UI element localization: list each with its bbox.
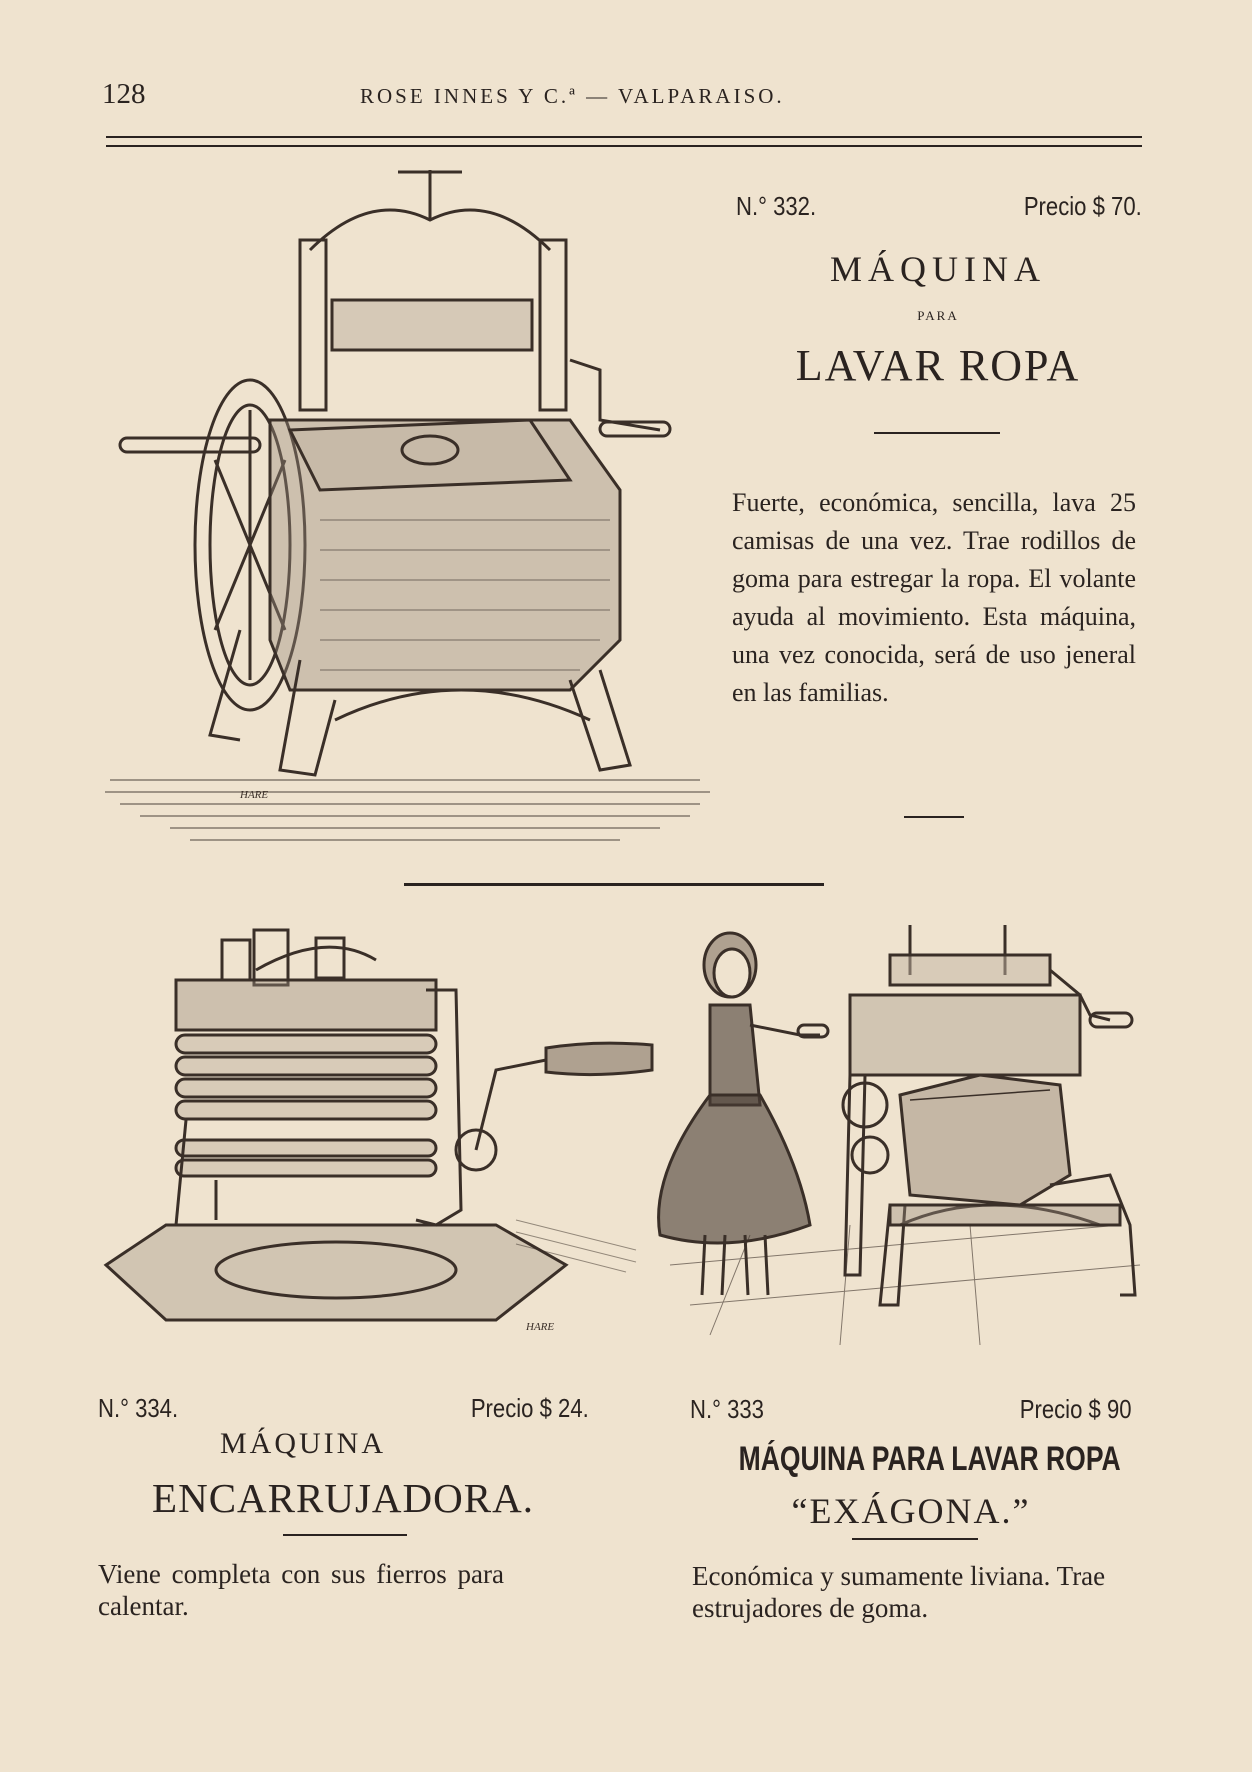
product-333-title-line1: MÁQUINA PARA LAVAR ROPA: [738, 1440, 1121, 1478]
product-332-price: Precio $ 70.: [1024, 191, 1142, 221]
product-332-title-line1: MÁQUINA: [830, 249, 1046, 289]
product-332-end-rule: [904, 816, 964, 818]
product-332-title-line2: LAVAR ROPA: [795, 341, 1081, 390]
engraver-mark: HARE: [240, 789, 269, 801]
section-divider: [404, 883, 824, 886]
header-rule-bottom: [106, 145, 1142, 147]
product-334-number: N.° 334.: [98, 1393, 179, 1423]
product-333-title-line2: “EXÁGONA.”: [791, 1491, 1031, 1531]
product-333-number: N.° 333: [690, 1394, 764, 1424]
header-rule-top: [106, 136, 1142, 138]
product-333-description: Económica y sumamente liviana. Trae estrujadores de goma.: [692, 1561, 1106, 1623]
product-332-description: Fuerte, económica, sencilla, lava 25 camisas de una vez. Trae rodillos de goma para estregar la ropa. El volante ayuda al movimiento. Esta máquina, una vez conocida, será de uso jeneral en las familias.: [732, 488, 1136, 707]
product-332-title-small: PARA: [917, 308, 959, 323]
product-334-title-line1: MÁQUINA: [220, 1427, 386, 1460]
product-334-description: Viene completa con sus fierros para calentar.: [98, 1559, 504, 1621]
page-number: 128: [102, 78, 146, 110]
product-332-number: N.° 332.: [736, 191, 817, 221]
running-head: ROSE INNES Y C.ª — VALPARAISO.: [360, 84, 785, 108]
product-333-title-rule: [852, 1538, 978, 1540]
engraver-mark-left: HARE: [526, 1321, 555, 1333]
product-334-price: Precio $ 24.: [471, 1393, 589, 1423]
product-334-title-line2: ENCARRUJADORA.: [152, 1475, 534, 1521]
product-333-price: Precio $ 90: [1020, 1394, 1132, 1424]
fluting-machine-illustration: [96, 920, 656, 1360]
product-332-title-rule: [874, 432, 1000, 434]
washing-machine-illustration: [100, 160, 720, 850]
hexagon-washer-illustration: [650, 925, 1150, 1355]
product-334-title-rule: [283, 1534, 407, 1536]
